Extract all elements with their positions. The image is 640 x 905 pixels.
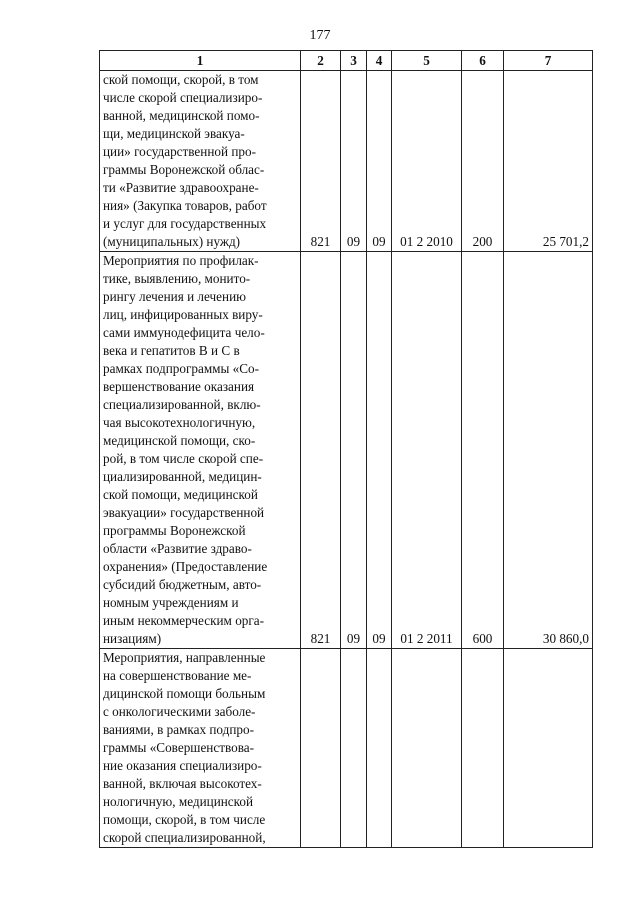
- row-code-pr: 09: [367, 71, 392, 252]
- row-code-vr: 200: [462, 71, 504, 252]
- header-col-6: 6: [462, 51, 504, 71]
- row-description: ской помощи, скорой, в том числе скорой специализиро- ванной, медицинской помо- щи, медицинской эвакуа- ции» государственной про- граммы Воронежской облас- ти «Развитие здравоохране- ния» (Закупка товаров, работ и услуг для государственных (муниципальных) нужд): [100, 71, 301, 252]
- budget-table: [99, 50, 593, 848]
- header-col-7: 7: [504, 51, 593, 71]
- row-code-pr: [367, 649, 392, 848]
- row-code-csr: 01 2 2010: [392, 71, 462, 252]
- row-code-gr: 821: [301, 71, 341, 252]
- row-code-vr: 600: [462, 252, 504, 649]
- row-amount: [504, 649, 593, 848]
- row-code-pr: 09: [367, 252, 392, 649]
- header-col-3: 3: [341, 51, 367, 71]
- row-code-csr: [392, 649, 462, 848]
- row-code-gr: [301, 649, 341, 848]
- row-amount: 25 701,2: [504, 71, 593, 252]
- header-col-5: 5: [392, 51, 462, 71]
- header-row: [100, 51, 593, 71]
- row-code-csr: 01 2 2011: [392, 252, 462, 649]
- row-amount: 30 860,0: [504, 252, 593, 649]
- row-description: Мероприятия по профилак- тике, выявлению, монито- рингу лечения и лечению лиц, инфицированных виру- сами иммунодефицита чело- века и гепатитов В и С в рамках подпрограммы «Со- вершенствование оказания специализированной, вклю- чая высокотехнологичную, медицинской помощи, ско- рой, в том числе скорой спе- циализированной, медицин- ской помощи, медицинской эвакуации» государственной программы Воронежской области «Развитие здраво- охранения» (Предоставление субсидий бюджетным, авто- номным учреждениям и иным некоммерческим орга- низациям): [100, 252, 301, 649]
- row-code-vr: [462, 649, 504, 848]
- header-col-4: 4: [367, 51, 392, 71]
- header-col-1: 1: [100, 51, 301, 71]
- table-row: [100, 649, 593, 848]
- table-row: [100, 252, 593, 649]
- page-number: 177: [309, 28, 331, 43]
- row-description: Мероприятия, направленные на совершенствование ме- дицинской помощи больным с онкологическими заболе- ваниями, в рамках подпро- граммы «Совершенствова- ние оказания специализиро- ванной, включая высокотех- нологичную, медицинской помощи, скорой, в том числе скорой специализированной,: [100, 649, 301, 848]
- row-code-rz: 09: [341, 71, 367, 252]
- row-code-gr: 821: [301, 252, 341, 649]
- row-code-rz: [341, 649, 367, 848]
- table-row: [100, 71, 593, 252]
- header-col-2: 2: [301, 51, 341, 71]
- row-code-rz: 09: [341, 252, 367, 649]
